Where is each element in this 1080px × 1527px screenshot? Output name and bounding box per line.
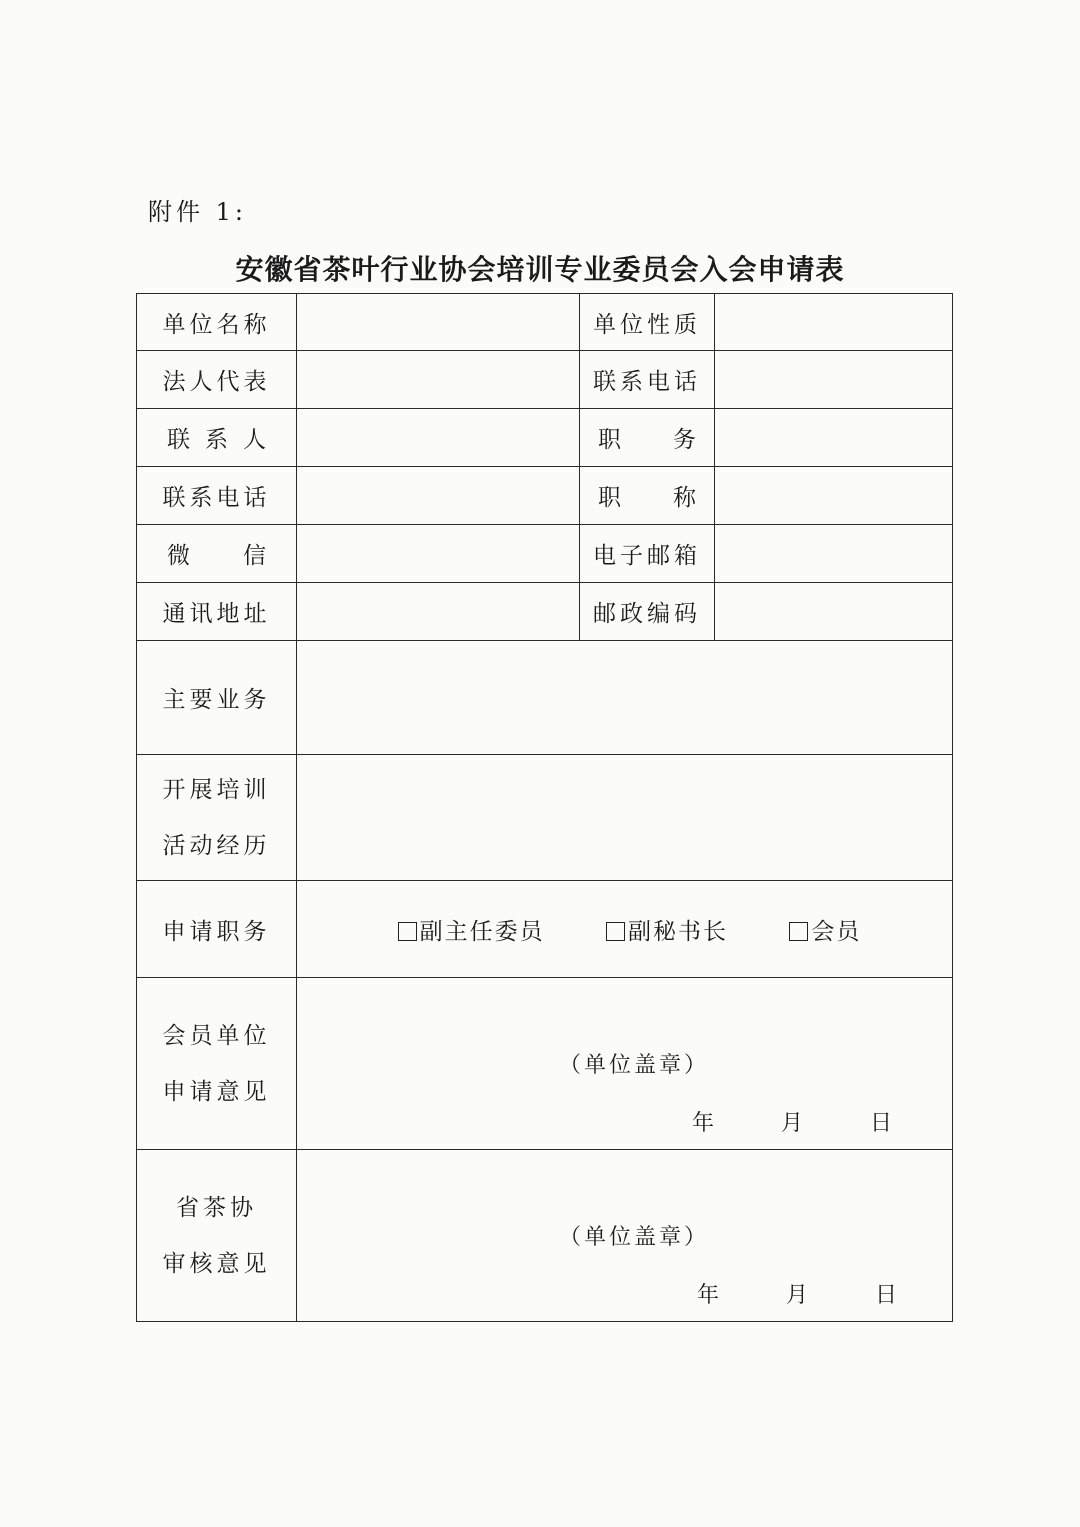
member-date-year: 年 [692,1111,715,1136]
label-contact-person-c1: 联 [167,427,190,453]
label-wechat-c1: 微 [167,543,190,569]
field-main-business[interactable] [297,641,953,755]
label-title-rank-c2: 称 [673,485,696,511]
option-vice-director-label: 副主任委员 [419,918,545,945]
label-unit-nature: 单位性质 [580,294,715,351]
application-form-table [136,293,953,1322]
label-position-c1: 职 [598,427,621,453]
member-seal-text: （单位盖章） [559,1053,710,1078]
member-date-month: 月 [780,1111,803,1136]
label-training-history-l1: 开展培训 [162,776,271,803]
option-deputy-secretary-label: 副秘书长 [627,918,728,945]
label-wechat-c2: 信 [243,543,266,569]
field-training-history[interactable] [297,755,953,881]
field-unit-nature[interactable] [715,294,953,351]
field-unit-name[interactable] [297,294,580,351]
field-assoc-opinion[interactable] [297,1150,953,1322]
field-contact-person[interactable] [297,409,580,467]
label-postcode: 邮政编码 [580,583,715,641]
label-contact-phone-2: 联系电话 [137,467,297,525]
label-assoc-opinion-l2: 审核意见 [162,1250,271,1277]
checkbox-icon[interactable] [789,922,808,941]
label-contact-person-c3: 人 [243,427,266,453]
assoc-date-month: 月 [785,1283,808,1308]
label-training-history-l2: 活动经历 [162,832,271,859]
option-member-label: 会员 [811,918,862,945]
label-member-opinion-l2: 申请意见 [162,1078,271,1105]
label-contact-person-c2: 系 [205,427,228,453]
label-contact-person [137,409,297,467]
field-title-rank[interactable] [715,467,953,525]
label-assoc-opinion-l1: 省茶协 [176,1194,257,1221]
field-legal-rep[interactable] [297,351,580,409]
checkbox-icon[interactable] [606,922,625,941]
label-unit-name: 单位名称 [137,294,297,351]
assoc-date-day: 日 [874,1283,897,1308]
form-title: 安徽省茶叶行业协会培训专业委员会入会申请表 [235,253,845,286]
field-member-opinion[interactable] [297,978,953,1150]
label-main-business: 主要业务 [137,641,297,755]
option-vice-director[interactable] [398,913,545,946]
label-legal-rep: 法人代表 [137,351,297,409]
option-member[interactable] [789,913,861,946]
attachment-label: 附件 1: [148,198,247,226]
field-email[interactable] [715,525,953,583]
label-title-rank-c1: 职 [598,485,621,511]
member-date-day: 日 [869,1111,892,1136]
field-wechat[interactable] [297,525,580,583]
member-date [692,1106,892,1137]
label-title-rank [580,467,715,525]
label-position [580,409,715,467]
field-postcode[interactable] [715,583,953,641]
label-apply-position: 申请职务 [137,881,297,978]
label-address: 通讯地址 [137,583,297,641]
label-contact-phone-1: 联系电话 [580,351,715,409]
assoc-seal-text: （单位盖章） [559,1225,710,1250]
label-position-c2: 务 [673,427,696,453]
label-member-opinion-l1: 会员单位 [162,1022,271,1049]
checkbox-icon[interactable] [398,922,417,941]
label-assoc-opinion [137,1150,297,1322]
assoc-date [697,1278,897,1309]
field-contact-phone-1[interactable] [715,351,953,409]
label-training-history [137,755,297,881]
label-member-opinion [137,978,297,1150]
field-position[interactable] [715,409,953,467]
assoc-date-year: 年 [697,1283,720,1308]
label-wechat [137,525,297,583]
label-email: 电子邮箱 [580,525,715,583]
field-apply-position [297,881,953,978]
field-address[interactable] [297,583,580,641]
field-contact-phone-2[interactable] [297,467,580,525]
option-deputy-secretary[interactable] [606,913,728,946]
